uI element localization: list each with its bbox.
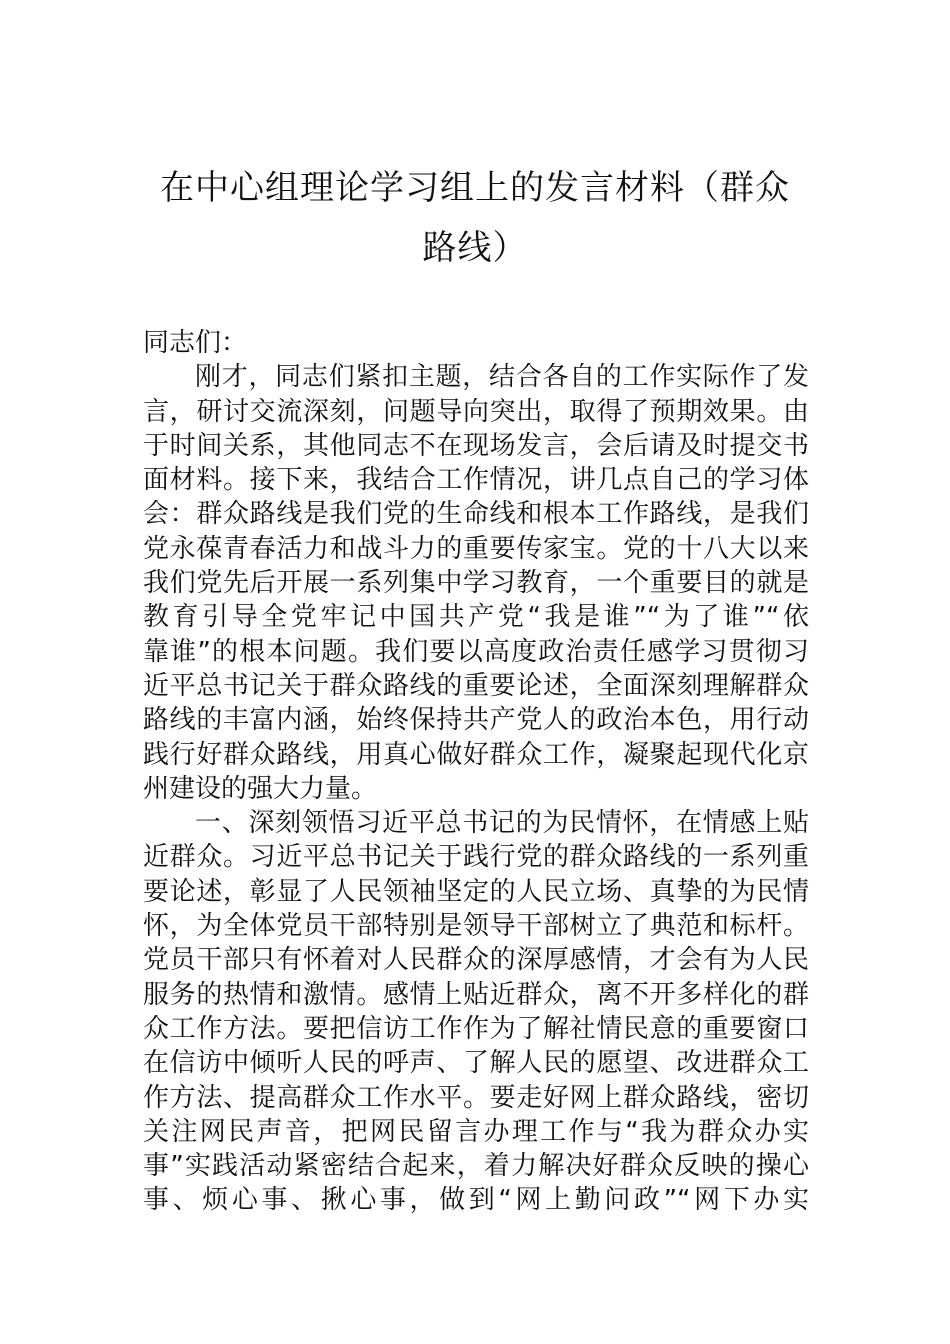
body-line: 事”实践活动紧密结合起来，着力解决好群众反映的操心: [143, 1151, 809, 1182]
body-line: 怀，为全体党员干部特别是领导干部树立了典范和标杆。: [143, 911, 809, 942]
body-line: 党永葆青春活力和战斗力的重要传家宝。党的十八大以来: [143, 533, 809, 564]
body-line: 要论述，彰显了人民领袖坚定的人民立场、真挚的为民情: [143, 876, 809, 907]
body-line: 言，研讨交流深刻，问题导向突出，取得了预期效果。由: [143, 396, 809, 427]
body-line: 事、烦心事、揪心事，做到“网上勤问政”“网下办实: [143, 1185, 809, 1216]
title-line-1: 在中心组理论学习组上的发言材料（群众: [160, 168, 790, 208]
body-line: 在信访中倾听人民的呼声、了解人民的愿望、改进群众工: [143, 1048, 809, 1079]
body-line: 教育引导全党牢记中国共产党“我是谁”“为了谁”“依: [143, 602, 809, 633]
body-line: 近群众。习近平总书记关于践行党的群众路线的一系列重: [143, 842, 809, 873]
body-line: 我们党先后开展一系列集中学习教育，一个重要目的就是: [143, 568, 809, 599]
body-line: 刚才，同志们紧扣主题，结合各自的工作实际作了发: [195, 362, 809, 393]
body-line: 面材料。接下来，我结合工作情况，讲几点自己的学习体: [143, 465, 809, 496]
title-line-2: 路线）: [422, 228, 528, 268]
document-title: [140, 158, 810, 278]
body-line: 靠谁”的根本问题。我们要以高度政治责任感学习贯彻习: [143, 636, 809, 667]
document-body: [143, 326, 809, 1218]
body-line: 会：群众路线是我们党的生命线和根本工作路线，是我们: [143, 499, 809, 530]
body-line: 于时间关系，其他同志不在现场发言，会后请及时提交书: [143, 430, 809, 461]
body-line: 践行好群众路线，用真心做好群众工作，凝聚起现代化京: [143, 739, 809, 770]
body-line: 服务的热情和激情。感情上贴近群众，离不开多样化的群: [143, 979, 809, 1010]
body-line: 一、深刻领悟习近平总书记的为民情怀，在情感上贴: [195, 808, 809, 839]
body-line: 党员干部只有怀着对人民群众的深厚感情，才会有为人民: [143, 945, 809, 976]
body-line: 众工作方法。要把信访工作作为了解社情民意的重要窗口: [143, 1013, 809, 1044]
body-line: 关注网民声音，把网民留言办理工作与“我为群众办实: [143, 1116, 809, 1147]
body-line: 州建设的强大力量。: [143, 773, 378, 804]
body-line: 路线的丰富内涵，始终保持共产党人的政治本色，用行动: [143, 705, 809, 736]
body-line: 作方法、提高群众工作水平。要走好网上群众路线，密切: [143, 1082, 809, 1113]
body-line: 近平总书记关于群众路线的重要论述，全面深刻理解群众: [143, 670, 809, 701]
body-line: 同志们：: [143, 328, 248, 358]
